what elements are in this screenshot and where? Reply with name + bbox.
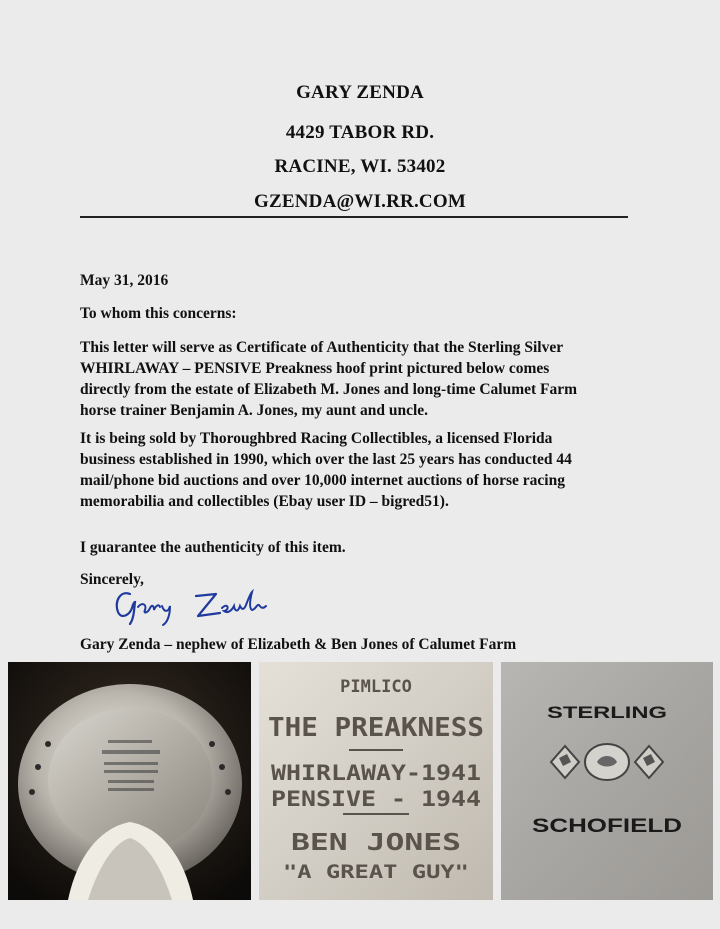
engraving-line-2: THE PREAKNESS	[268, 713, 484, 743]
paragraph-1-line: directly from the estate of Elizabeth M. Jones and long-time Calumet Farm	[80, 381, 578, 398]
letter-salutation: To whom this concerns:	[80, 305, 237, 322]
engraving-photo	[259, 662, 493, 900]
engraving-line-5: BEN JONES	[291, 830, 461, 856]
letterhead-city: RACINE, WI. 53402	[274, 156, 446, 177]
engraving-line-4: PENSIVE - 1944	[271, 787, 481, 811]
handwritten-signature	[112, 580, 302, 628]
paragraph-2-line: business established in 1990, which over the last 25 years has conducted 44	[80, 451, 572, 468]
letterhead-email: GZENDA@WI.RR.COM	[254, 191, 466, 212]
letter-signoff: Gary Zenda – nephew of Elizabeth & Ben Jones of Calumet Farm	[80, 636, 517, 653]
letterhead-street: 4429 TABOR RD.	[285, 122, 435, 143]
letter-paragraph-1	[80, 337, 640, 421]
paragraph-2-line: memorabilia and collectibles (Ebay user ID – bigred51).	[80, 493, 449, 510]
hallmark-photo	[501, 662, 713, 900]
paragraph-2-line: It is being sold by Thoroughbred Racing Collectibles, a licensed Florida	[80, 430, 553, 447]
letterhead-name: GARY ZENDA	[296, 82, 424, 103]
letter-closing: Sincerely,	[80, 571, 144, 588]
paragraph-2-line: mail/phone bid auctions and over 10,000 internet auctions of horse racing	[80, 472, 565, 489]
paragraph-1-line: horse trainer Benjamin A. Jones, my aunt and uncle.	[80, 402, 429, 419]
horseshoe-photo	[8, 662, 251, 900]
letter-date: May 31, 2016	[80, 272, 169, 289]
hallmark-emblems	[551, 744, 663, 780]
paragraph-1-line: WHIRLAWAY – PENSIVE Preakness hoof print pictured below comes	[80, 360, 550, 377]
engraving-line-1: PIMLICO	[340, 677, 412, 697]
engraving-line-3: WHIRLAWAY-1941	[271, 761, 481, 785]
engraving-line-6: "A GREAT GUY"	[283, 861, 469, 883]
paragraph-1-line: This letter will serve as Certificate of Authenticity that the Sterling Silver	[80, 339, 564, 356]
hallmark-schofield: SCHOFIELD	[532, 816, 682, 837]
letter-paragraph-2	[80, 428, 640, 512]
letterhead-divider	[80, 216, 628, 218]
letter-guarantee: I guarantee the authenticity of this item.	[80, 539, 346, 556]
hallmark-sterling: STERLING	[547, 703, 667, 722]
